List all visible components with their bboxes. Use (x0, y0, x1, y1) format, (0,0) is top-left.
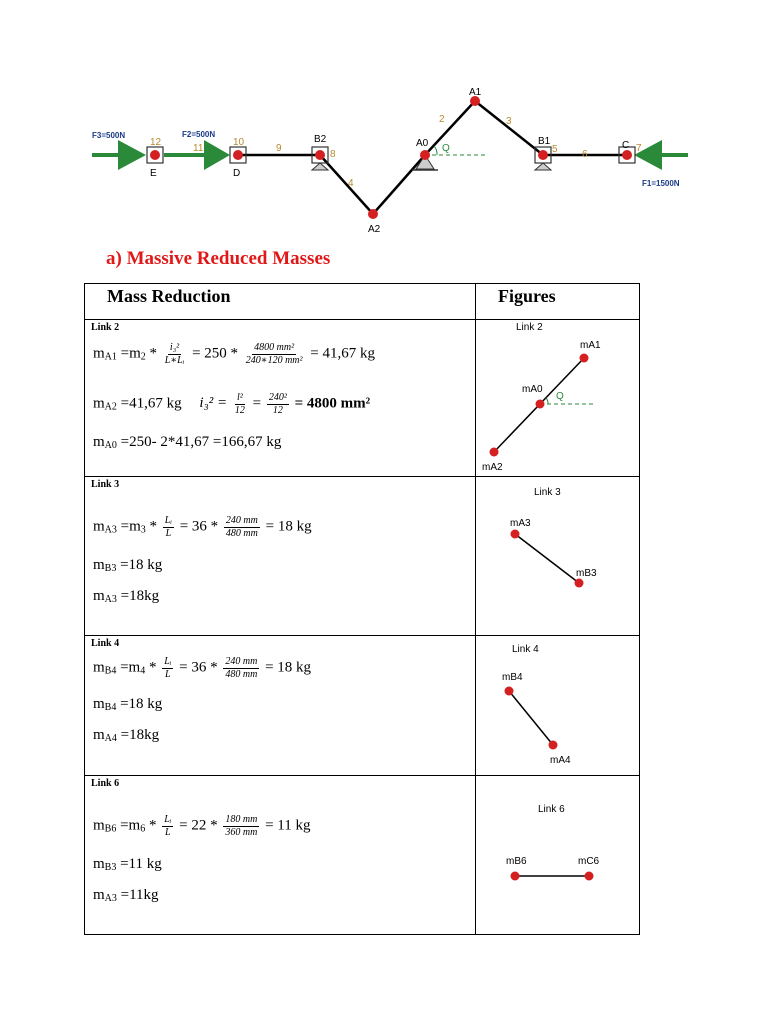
equation-mb6: $m_{B6} =m_6$ * $\frac{\text{Lᵢ}}{L}$ = 22 * $\frac{180 mm}{360 mm}$ = 11 kg (93, 814, 311, 838)
figure-cell-link3 (476, 477, 640, 636)
force-label-f3: F3=500N (92, 131, 126, 140)
label-ma0: mA0 (522, 384, 543, 395)
figure-cell-link6 (476, 776, 640, 935)
link-3 (475, 101, 543, 155)
joint-label-b1: B1 (538, 136, 551, 147)
label-mb6: mB6 (506, 856, 527, 867)
link-number-11: 11 (193, 143, 204, 154)
equation-ma4: $m_{A4} =18kg$ (93, 727, 160, 744)
mass-cell-link4 (85, 636, 476, 776)
mass-point-mb3 (575, 579, 584, 588)
figure-cell-link4 (476, 636, 640, 776)
mass-point-mb6 (511, 872, 520, 881)
link-2-upper (425, 101, 475, 155)
mechanism-diagram (0, 70, 768, 245)
link-tag: Link 3 (91, 479, 120, 490)
table-header-row (85, 284, 640, 320)
equation-ma2: $m_{A2} =41,67$ kg i₃² = $\frac{\text{l²}}{12}$ = $\frac{\text{240²}}{12}$ = 4800 mm² (93, 392, 371, 416)
table-row (85, 320, 640, 477)
angle-label: Q (442, 143, 450, 154)
equation-ma3-link6: $m_{A3} =11kg$ (93, 887, 159, 904)
joint-a0 (420, 150, 430, 160)
link-number-9: 9 (276, 143, 282, 154)
force-label-f1: F1=1500N (642, 179, 680, 188)
ground-support-b1 (535, 163, 551, 170)
figure-link2 (476, 320, 640, 476)
mass-cell-link2 (85, 320, 476, 477)
link-number-3: 3 (506, 116, 512, 127)
link-tag: Link 2 (91, 322, 120, 333)
link-bar (509, 691, 553, 745)
link-2-lower (373, 155, 425, 214)
angle-arc (434, 146, 437, 155)
link-bar (515, 534, 579, 583)
mass-point-ma2 (490, 448, 499, 457)
mass-point-ma1 (580, 354, 589, 363)
equation-ma3: $m_{A3} =m_3$ * $\frac{\text{Lᵢ}}{L}$ = 36 * $\frac{240 mm}{480 mm}$ = 18 kg (93, 515, 312, 539)
link-number-10: 10 (233, 137, 245, 148)
force-arrow-f3 (118, 140, 146, 170)
link-4 (320, 155, 373, 214)
figure-link4 (476, 636, 640, 775)
mass-point-ma4 (549, 741, 558, 750)
link-number-12: 12 (150, 137, 162, 148)
label-mb4: mB4 (502, 672, 523, 683)
figure-title: Link 2 (516, 322, 543, 333)
mass-reduction-table (84, 283, 640, 935)
joint-e (150, 150, 160, 160)
header-figures: Figures (476, 284, 640, 320)
joint-label-b2: B2 (314, 134, 327, 145)
table-row (85, 776, 640, 935)
figure-link3 (476, 477, 640, 635)
section-title: a) Massive Reduced Masses (106, 248, 331, 269)
joint-c (622, 150, 632, 160)
joint-a2 (368, 209, 378, 219)
header-mass-reduction: Mass Reduction (85, 284, 476, 320)
link-tag: Link 4 (91, 638, 120, 649)
link-number-5: 5 (552, 144, 558, 155)
equation-mb3-link6: $m_{B3} =11$ kg (93, 856, 162, 873)
table-row (85, 636, 640, 776)
figure-link6 (476, 776, 640, 934)
label-mb3: mB3 (576, 568, 597, 579)
mass-cell-link6 (85, 776, 476, 935)
joint-b1 (538, 150, 548, 160)
force-arrow-f2 (204, 140, 230, 170)
mass-point-mb4 (505, 687, 514, 696)
joint-d (233, 150, 243, 160)
joint-label-a1: A1 (469, 87, 482, 98)
equation-mb4: $m_{B4} =m_4$ * $\frac{\text{Lᵢ}}{L}$ = 36 * $\frac{240 mm}{480 mm}$ = 18 kg (93, 656, 312, 680)
link-number-2: 2 (439, 114, 445, 125)
figure-title: Link 6 (538, 804, 565, 815)
joint-label-c: C (622, 140, 630, 151)
equation-ma3-value: $m_{A3} =18kg$ (93, 588, 160, 605)
angle-arc (546, 398, 548, 404)
link-number-4: 4 (348, 178, 354, 189)
label-ma1: mA1 (580, 340, 601, 351)
joint-b2 (315, 150, 325, 160)
joint-label-a2: A2 (368, 224, 381, 235)
mass-point-mc6 (585, 872, 594, 881)
label-ma2: mA2 (482, 462, 503, 473)
table-row (85, 477, 640, 636)
figure-title: Link 4 (512, 644, 539, 655)
equation-ma1: $m_{A1} =m_2$ * $\frac{\text{i₃²}}{\text{L∗Lᵢ}}$ = 250 * $\frac{\text{4800 mm²}}{\text{240∗120 mm²}}$ = 41,67 kg (93, 342, 375, 366)
force-label-f2: F2=500N (182, 130, 216, 139)
link-number-8: 8 (330, 149, 336, 160)
mass-point-ma3 (511, 530, 520, 539)
equation-ma0: $m_{A0} =250-$ 2*41,67 =166,67 kg (93, 434, 282, 451)
figure-cell-link2 (476, 320, 640, 477)
link-tag: Link 6 (91, 778, 120, 789)
label-angle: Q (556, 391, 564, 402)
link-number-7: 7 (636, 143, 642, 154)
mass-point-ma0 (536, 400, 545, 409)
equation-mb3: $m_{B3} =18$ kg (93, 557, 163, 574)
label-ma3: mA3 (510, 518, 531, 529)
joint-label-a0: A0 (416, 138, 429, 149)
joint-label-e: E (150, 168, 157, 179)
figure-title: Link 3 (534, 487, 561, 498)
equation-mb4-value: $m_{B4} =18$ kg (93, 696, 163, 713)
label-mc6: mC6 (578, 856, 600, 867)
joint-label-d: D (233, 168, 241, 179)
ground-support-b2 (312, 163, 328, 170)
link-number-6: 6 (582, 149, 588, 160)
label-ma4: mA4 (550, 755, 571, 766)
mass-cell-link3 (85, 477, 476, 636)
